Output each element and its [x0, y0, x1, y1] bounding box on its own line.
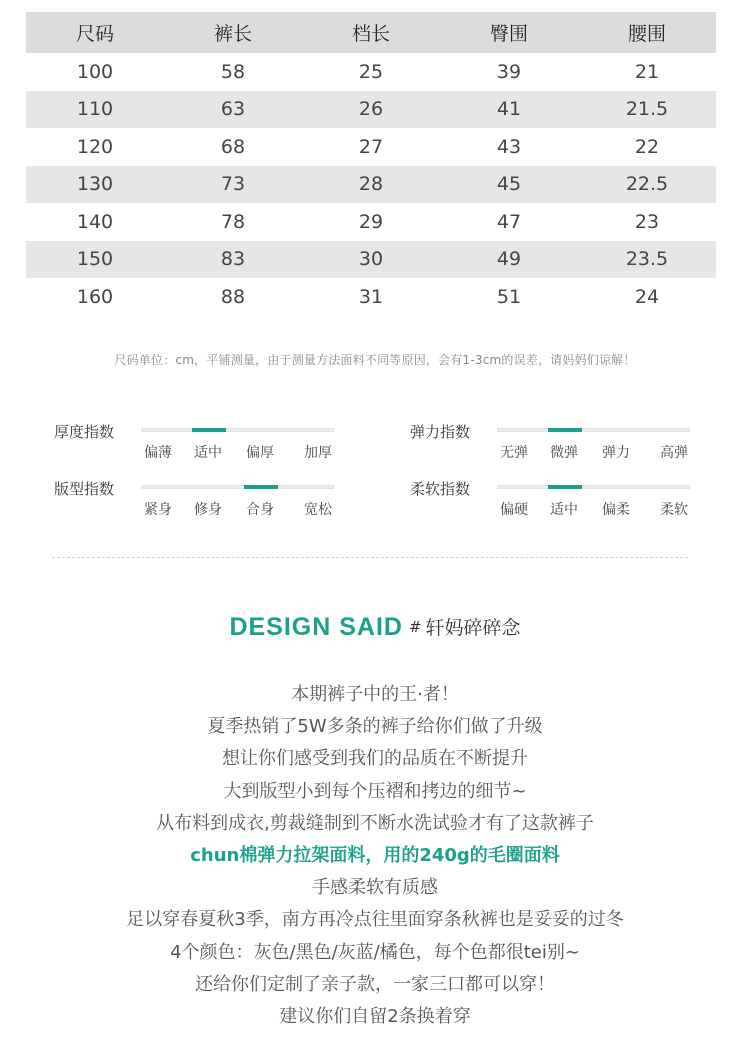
table-row [26, 166, 716, 204]
table-row [26, 128, 716, 166]
design-title-en: DESIGN SAID [229, 613, 403, 641]
softness-index-option: 适中 [550, 502, 578, 518]
table-row [26, 91, 716, 129]
table-cell: 68 [220, 135, 246, 158]
table-cell: 45 [440, 166, 578, 204]
table-cell: 73 [164, 166, 302, 204]
header-rise: 档长 [302, 12, 440, 53]
copy-line: 还给你们定制了亲子款，一家三口都可以穿！ [195, 973, 555, 995]
table-cell: 21 [634, 60, 660, 83]
copy-line: 大到版型小到每个压褶和拷边的细节~ [223, 780, 527, 802]
thickness-index-marker [192, 428, 226, 432]
table-cell: 83 [164, 241, 302, 279]
thickness-index-track [141, 428, 334, 432]
design-said-heading [0, 613, 750, 642]
copy-line: 建议你们自留2条换着穿 [279, 1005, 471, 1027]
softness-index-label: 柔软指数 [410, 480, 471, 498]
fit-index-option: 宽松 [304, 502, 332, 518]
table-row [26, 241, 716, 279]
copy-line: 足以穿春夏秋3季，南方再冷点往里面穿条秋裤也是妥妥的过冬 [126, 909, 624, 931]
table-cell: 49 [440, 241, 578, 279]
thickness-index-label: 厚度指数 [54, 423, 115, 441]
table-cell: 47 [496, 210, 522, 233]
header-hip: 臀围 [440, 12, 578, 53]
fit-index-marker [244, 485, 278, 489]
description-copy [0, 679, 750, 1033]
table-row [26, 203, 716, 241]
fit-index-option: 修身 [194, 502, 222, 518]
softness-index-option: 柔软 [660, 502, 688, 518]
table-cell: 41 [440, 91, 578, 129]
table-cell: 27 [358, 135, 384, 158]
table-cell: 63 [164, 91, 302, 129]
copy-line: 手感柔软有质感 [312, 877, 438, 899]
elasticity-index-option: 高弹 [660, 445, 688, 461]
elasticity-index-option: 弹力 [602, 445, 630, 461]
elasticity-index-marker [548, 428, 582, 432]
softness-index-option: 偏柔 [602, 502, 630, 518]
table-body [26, 53, 716, 316]
elasticity-index [410, 421, 700, 471]
elasticity-index-track [497, 428, 690, 432]
thickness-index [54, 421, 344, 471]
table-cell: 21.5 [578, 91, 716, 129]
header-waist: 腰围 [578, 12, 716, 53]
elasticity-index-label: 弹力指数 [410, 423, 471, 441]
size-chart-table [26, 12, 716, 316]
table-cell: 100 [76, 60, 114, 83]
copy-line: 4个颜色：灰色/黑色/灰蓝/橘色，每个色都很tei别~ [170, 941, 580, 963]
table-cell: 30 [302, 241, 440, 279]
table-cell: 22 [634, 135, 660, 158]
fit-index-track [141, 485, 334, 489]
thickness-index-option: 偏厚 [246, 445, 274, 461]
softness-index-marker [548, 485, 582, 489]
table-cell: 120 [76, 135, 114, 158]
table-cell: 24 [634, 285, 660, 308]
table-cell: 25 [358, 60, 384, 83]
softness-index [410, 478, 700, 528]
thickness-index-option: 加厚 [304, 445, 332, 461]
table-row [26, 278, 716, 316]
elasticity-index-option: 微弹 [550, 445, 578, 461]
table-cell: 28 [302, 166, 440, 204]
copy-line: 想让你们感受到我们的品质在不断提升 [222, 748, 528, 770]
thickness-index-option: 偏薄 [144, 445, 172, 461]
table-cell: 39 [496, 60, 522, 83]
hash-mark: # [408, 618, 422, 636]
table-cell: 58 [220, 60, 246, 83]
softness-index-track [497, 485, 690, 489]
table-cell: 31 [358, 285, 384, 308]
table-header-row [26, 12, 716, 53]
fit-index-option: 合身 [246, 502, 274, 518]
fit-index [54, 478, 344, 528]
table-cell: 29 [358, 210, 384, 233]
table-cell: 26 [302, 91, 440, 129]
copy-line: 从布料到成衣,剪裁缝制到不断水洗试验才有了这款裤子 [156, 812, 594, 834]
design-title-cn: 轩妈碎碎念 [425, 617, 521, 639]
table-cell: 51 [496, 285, 522, 308]
copy-line: 夏季热销了5W多条的裤子给你们做了升级 [207, 716, 543, 738]
table-cell: 110 [26, 91, 164, 129]
size-note: 尺码单位：cm，平铺测量，由于测量方法面料不同等原因，会有1-3cm的误差，请妈妈们谅解！ [114, 353, 636, 367]
copy-line: 本期裤子中的王·者！ [291, 684, 459, 705]
table-cell: 160 [76, 285, 114, 308]
highlight-copy-line: chun棉弹力拉架面料，用的240g的毛圈面料 [190, 844, 560, 866]
table-row [26, 53, 716, 91]
table-cell: 23.5 [578, 241, 716, 279]
softness-index-option: 偏硬 [500, 502, 528, 518]
fit-index-option: 紧身 [144, 502, 172, 518]
table-cell: 150 [26, 241, 164, 279]
table-cell: 78 [220, 210, 246, 233]
elasticity-index-option: 无弹 [500, 445, 528, 461]
table-cell: 140 [76, 210, 114, 233]
header-pants-length: 裤长 [164, 12, 302, 53]
header-size: 尺码 [26, 12, 164, 53]
thickness-index-option: 适中 [194, 445, 222, 461]
table-cell: 88 [220, 285, 246, 308]
table-cell: 43 [496, 135, 522, 158]
table-cell: 130 [26, 166, 164, 204]
fit-index-label: 版型指数 [54, 480, 115, 498]
dashed-divider [52, 557, 688, 558]
table-cell: 22.5 [578, 166, 716, 204]
table-cell: 23 [634, 210, 660, 233]
